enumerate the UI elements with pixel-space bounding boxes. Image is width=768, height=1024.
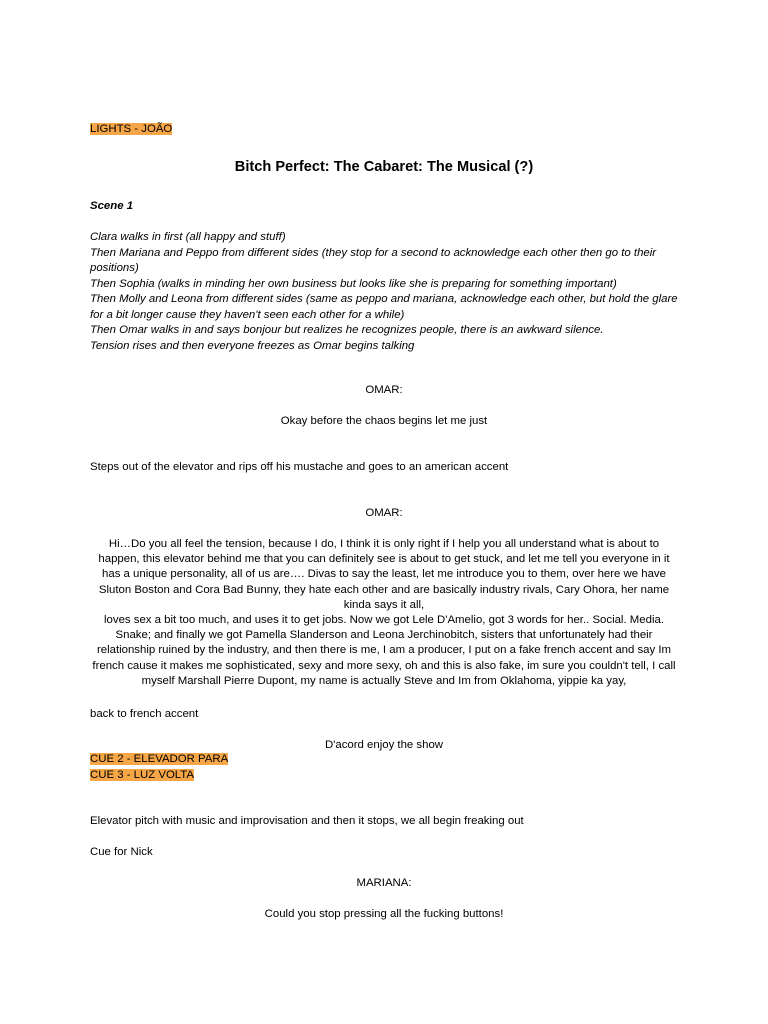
- monologue-line: Snake; and finally we got Pamella Slanderson and Leona Jerchinobitch, sisters that unfortunately had their: [115, 629, 653, 642]
- lights-cue: [90, 122, 172, 137]
- cue-2-highlight: CUE 2 - ELEVADOR PARA: [90, 753, 229, 765]
- monologue-line: french cause it makes me sophisticated, sexy and more sexy, oh and this is also fake, im sure you couldn't tell, I call: [92, 659, 676, 672]
- cue-2: [90, 752, 228, 767]
- stage-direction-line: positions): [90, 262, 139, 274]
- monologue-line: Hi…Do you all feel the tension, because I do, I think it is only right if I help you all understand what is about to: [108, 538, 660, 550]
- dialogue-line: D'acord enjoy the show: [324, 739, 444, 751]
- character-name-omar: OMAR:: [365, 384, 403, 396]
- scene-heading: Scene 1: [90, 200, 134, 212]
- character-name-omar: OMAR:: [365, 507, 403, 519]
- monologue-line: loves sex a bit too much, and uses it to get jobs. Now we got Lele D'Amelio, got 3 words for her.. Social. Media.: [104, 614, 664, 627]
- monologue-line: has a unique personality, all of us are…. Divas to say the least, let me introduce you to them, over here we have: [102, 568, 666, 581]
- cue-3-highlight: CUE 3 - LUZ VOLTA: [90, 769, 195, 781]
- monologue-line: relationship ruined by the industry, and then there is me, I am a producer, I put on a fake french accent and say Im: [96, 644, 672, 657]
- stage-direction-line: Then Mariana and Peppo from different sides (they stop for a second to acknowledge each other then go to their: [90, 246, 657, 259]
- cue-3: [90, 768, 194, 783]
- stage-direction-line: Clara walks in first (all happy and stuff): [90, 231, 286, 243]
- action-line: Elevator pitch with music and improvisation and then it stops, we all begin freaking out: [90, 815, 524, 827]
- monologue-line: kinda says it all,: [343, 598, 425, 611]
- stage-directions: [90, 230, 690, 354]
- omar-monologue: [92, 537, 676, 689]
- stage-direction-line: Then Sophia (walks in minding her own business but looks like she is preparing for something important): [90, 277, 617, 290]
- monologue-line: myself Marshall Pierre Dupont, my name is actually Steve and Im from Oklahoma, yippie ka yay,: [141, 674, 627, 687]
- lights-cue-highlight: LIGHTS - JOÃO: [90, 123, 173, 135]
- monologue-line: happen, this elevator behind me that you can definitely see is about to get stuck, and let me tell you everyone in it: [98, 553, 670, 566]
- action-line: Steps out of the elevator and rips off his mustache and goes to an american accent: [90, 461, 509, 473]
- monologue-line: Sluton Boston and Cora Bad Bunny, they hate each other and are basically industry rivals, Cary Ohora, her name: [98, 583, 670, 596]
- action-line: back to french accent: [90, 708, 199, 720]
- dialogue-line: Could you stop pressing all the fucking buttons!: [264, 908, 504, 920]
- character-name-mariana: MARIANA:: [356, 877, 412, 889]
- action-line: Cue for Nick: [90, 846, 153, 858]
- stage-direction-line: Then Omar walks in and says bonjour but realizes he recognizes people, there is an awkward silence.: [90, 324, 604, 336]
- document-title: Bitch Perfect: The Cabaret: The Musical (?): [234, 159, 534, 175]
- dialogue-line: Okay before the chaos begins let me just: [280, 415, 488, 427]
- stage-direction-line: Tension rises and then everyone freezes as Omar begins talking: [90, 339, 415, 352]
- stage-direction-line: for a bit longer cause they haven't seen each other for a while): [90, 308, 405, 321]
- stage-direction-line: Then Molly and Leona from different sides (same as peppo and mariana, acknowledge each other, but hold the glare: [90, 293, 678, 305]
